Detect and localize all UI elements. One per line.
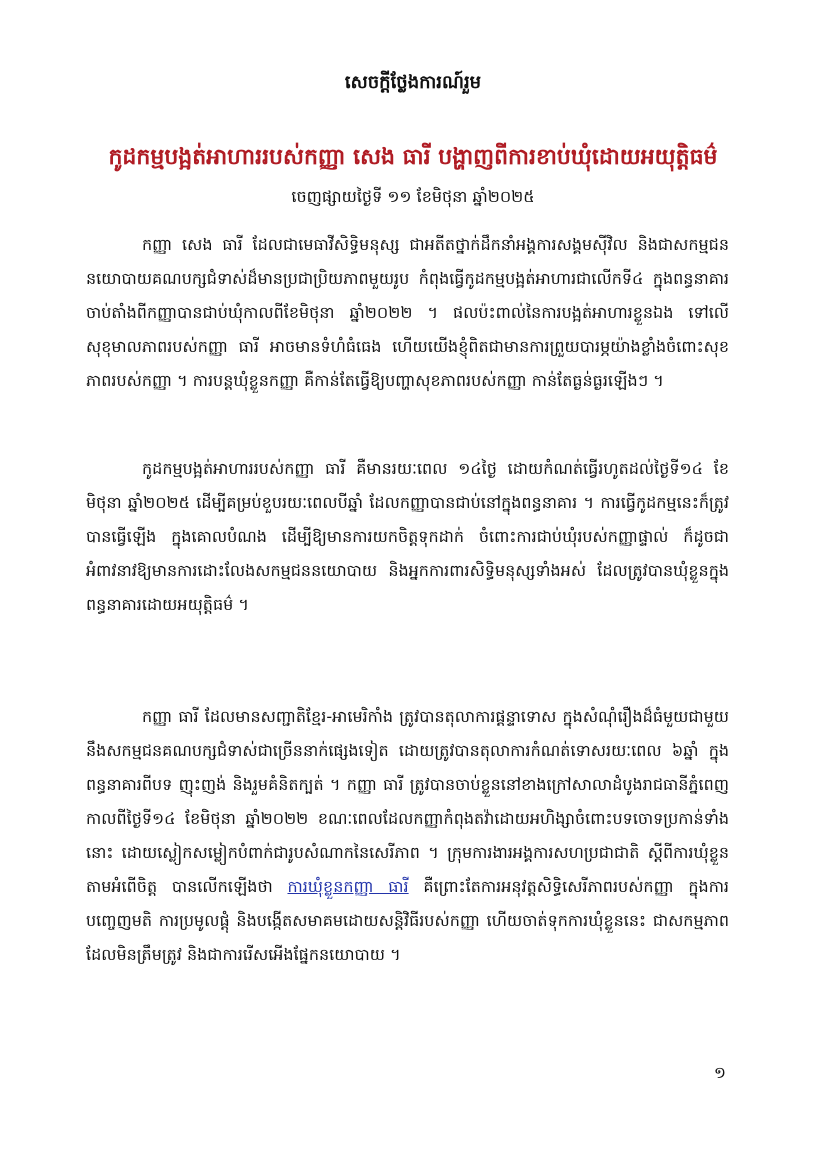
- page-number: ១: [713, 1063, 726, 1082]
- document-label: សេចក្តីថ្លែងការណ៍រួម: [344, 72, 482, 93]
- release-date: ចេញផ្សាយថ្ងៃទី ១១ ខែមិថុនា ឆ្នាំ២០២៥: [291, 187, 535, 206]
- paragraph-3: [86, 700, 729, 972]
- paragraph-3-text-before: កញ្ញា ធារី ដែលមានសញ្ជាតិខ្មែរ-អាមេរិកាំង ត្រូវបានតុលាការផ្តន្ទាទោស ក្នុងសំណុំរឿងដ៏ធំមួយជាមួយនឹងសកម្មជនគណបក្សជំទាស់ជាច្រើននាក់ផ្សេងទៀត ដោយត្រូវបានតុលាការកំណត់ទោសរយៈពេល ៦ឆ្នាំ ក្នុងពន្ធនាគារពីបទ ញុះញង់ និងរួមគំនិតក្បត់ ។ កញ្ញា ធារី ត្រូវបានចាប់ខ្លួននៅខាងក្រៅសាលាដំបូងរាជធានីភ្នំពេញ កាលពីថ្ងៃទី១៤ ខែមិថុនា ឆ្នាំ២០២២ ខណៈពេលដែលកញ្ញាកំពុងតវ៉ាដោយអហិង្សាចំពោះបទចោទប្រកាន់ទាំងនោះ ដោយស្លៀកសម្លៀកបំពាក់ជារូបសំណាកនៃសេរីភាព ។ ក្រុមការងារអង្គការសហប្រជាជាតិ ស្តីពីការឃុំខ្លួនតាមអំពើចិត្ត បានលើកឡើងថា: [86, 707, 729, 896]
- document-title: កូដកម្មបង្អត់អាហាររបស់កញ្ញា សេង ធារី បង្ហាញពីការខាប់ឃុំដោយអយុត្តិធម៌: [108, 145, 718, 170]
- paragraph-2: កូដកម្មបង្អត់អាហាររបស់កញ្ញា ធារី គឺមានរយៈពេល ១៤ថ្ងៃ ដោយកំណត់ធ្វើរហូតដល់ថ្ងៃទី១៤ ខែមិថុនា ឆ្នាំ២០២៥ ដើម្បីគម្រប់ខួបរយៈពេលបីឆ្នាំ ដែលកញ្ញាបានជាប់នៅក្នុងពន្ធនាគារ ។ ការធ្វើកូដកម្មនេះក៏ត្រូវបានធ្វើឡើង ក្នុងគោលបំណង ដើម្បីឱ្យមានការយកចិត្តទុកដាក់ ចំពោះការជាប់ឃុំរបស់កញ្ញាផ្ទាល់ ក៏ដូចជាអំពាវនាវឱ្យមានការដោះលែងសកម្មជននយោបាយ និងអ្នកការពារសិទ្ធិមនុស្សទាំងអស់ ដែលត្រូវបានឃុំខ្លួនក្នុងពន្ធនាគារដោយអយុត្តិធម៌ ។: [86, 459, 729, 614]
- detention-link[interactable]: ការឃុំខ្លួនកញ្ញា ធារី: [287, 877, 409, 896]
- paragraph-1: កញ្ញា សេង ធារី ដែលជាមេធាវីសិទ្ធិមនុស្ស ជាអតីតថ្នាក់ដឹកនាំអង្គការសង្គមស៊ីវិល និងជាសកម្មជននយោបាយគណបក្សជំទាស់ដ៏មានប្រជាប្រិយភាពមួយរូប កំពុងធ្វើកូដកម្មបង្អត់អាហារជាលើកទី៤ ក្នុងពន្ធនាគារ ចាប់តាំងពីកញ្ញាបានជាប់ឃុំកាលពីខែមិថុនា ឆ្នាំ២០២២ ។ ផលប៉ះពាល់នៃការបង្អត់អាហារខ្លួនឯង ទៅលើសុខុមាលភាពរបស់កញ្ញា ធារី អាចមានទំហំធំធេង ហើយយើងខ្ញុំពិតជាមានការព្រួយបារម្ភយ៉ាងខ្លាំងចំពោះសុខភាពរបស់កញ្ញា ។ ការបន្តឃុំខ្លួនកញ្ញា គឺកាន់តែធ្វើឱ្យបញ្ហាសុខភាពរបស់កញ្ញា កាន់តែធ្ងន់ធ្ងរឡើងៗ ។: [86, 235, 729, 390]
- paragraph-3-text-after: គឺព្រោះតែការអនុវត្តសិទ្ធិសេរីភាពរបស់កញ្ញា ក្នុងការបញ្ចេញមតិ ការប្រមូលផ្តុំ និងបង្កើតសមាគមដោយសន្តិវិធីរបស់កញ្ញា ហើយចាត់ទុកការឃុំខ្លួននេះ ជាសកម្មភាពដែលមិនត្រឹមត្រូវ និងជាការរើសអើងផ្នែកនយោបាយ ។: [86, 877, 730, 964]
